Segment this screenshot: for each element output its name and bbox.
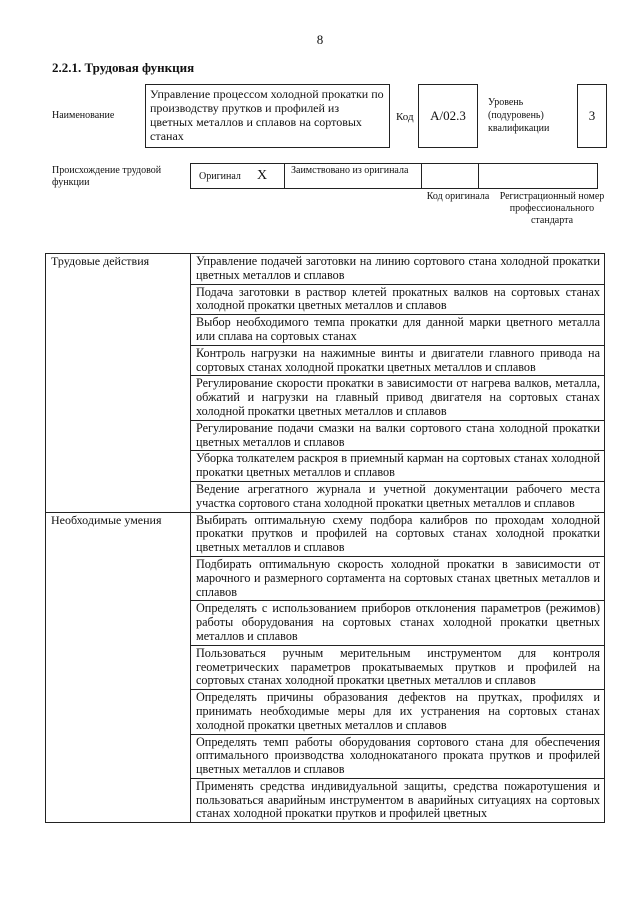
origin-borrowed-label: Заимствовано из оригинала — [291, 165, 409, 176]
code-value: А/02.3 — [430, 108, 466, 123]
origin-original-label: Оригинал — [199, 171, 241, 182]
table-cell-item: Применять средства индивидуальной защиты, средства пожаротушения и пользоваться аварийным инструментом в аварийных ситуациях на сортовых станах холодной прокатки прутков и профилей цветных — [191, 778, 605, 822]
section-header: Трудовые действия — [46, 254, 191, 513]
table-cell-item: Регулирование подачи смазки на валки сортового стана холодной прокатки цветных металлов и сплавов — [191, 420, 605, 451]
level-value: 3 — [588, 108, 596, 123]
table-cell-item: Выбирать оптимальную схему подбора калибров по проходам холодной прокатки прутков и профилей на сортовых станах холодной прокатки цветных металлов и сплавов — [191, 512, 605, 556]
name-label: Наименование — [52, 110, 115, 121]
caption-code: Код оригинала — [426, 191, 490, 202]
table-cell-item: Контроль нагрузки на нажимные винты и двигатели главного привода на сортовых станах холодной прокатки цветных металлов и сплавов — [191, 345, 605, 376]
table-cell-item: Подача заготовки в раствор клетей прокатных валков на сортовых станах холодной прокатки цветных металлов и сплавов — [191, 284, 605, 315]
main-table — [45, 253, 605, 823]
table-cell-item: Выбор необходимого темпа прокатки для данной марки цветного металла или сплава на сортовых станах — [191, 315, 605, 346]
table-cell-item: Подбирать оптимальную скорость холодной прокатки в зависимости от марочного и размерного сортамента на сортовых станах цветных металлов и сплавов — [191, 556, 605, 600]
table-cell-item: Определять с использованием приборов отклонения параметров (режимов) работы оборудования на сортовых станах холодной прокатки цветных металлов и сплавов — [191, 601, 605, 645]
code-label: Код — [396, 111, 414, 123]
table-row — [46, 254, 605, 285]
caption-reg: Регистрационный номер профессионального стандарта — [499, 191, 605, 226]
origin-label: Происхождение трудовой функции — [52, 165, 162, 188]
table-cell-item: Регулирование скорости прокатки в зависимости от нагрева валков, металла, обжатий и нагрузки на главный привод двигателя на сортовых станах холодной прокатки цветных металлов и сплавов — [191, 376, 605, 420]
section-title: 2.2.1. Трудовая функция — [52, 60, 195, 75]
table-row — [46, 512, 605, 556]
table-cell-item: Пользоваться ручным мерительным инструментом для контроля геометрических параметров прокатываемых прутков и профилей на сортовых станах холодной прокатки цветных металлов и сплавов — [191, 645, 605, 689]
origin-mark: X — [257, 168, 268, 183]
function-name-value: Управление процессом холодной прокатки по производству прутков и профилей из цветных металлов и сплавов на сортовых станах — [150, 87, 384, 143]
table-cell-item: Определять темп работы оборудования сортового стана для обеспечения оптимального производства холоднокатаного проката прутков и профилей цветных металлов и сплавов — [191, 734, 605, 778]
table-cell-item: Ведение агрегатного журнала и учетной документации рабочего места участка сортового стана холодной прокатки цветных металлов и сплавов — [191, 481, 605, 512]
table-cell-item: Уборка толкателем раскроя в приемный карман на сортовых станах холодной прокатки цветных металлов и сплавов — [191, 451, 605, 482]
table-cell-item: Определять причины образования дефектов на прутках, профилях и принимать необходимые меры для их устранения на сортовых станах холодной прокатки цветных металлов и сплавов — [191, 690, 605, 734]
section-header: Необходимые умения — [46, 512, 191, 823]
level-label: Уровень (подуровень) квалификации — [488, 97, 550, 134]
table-cell-item: Управление подачей заготовки на линию сортового стана холодной прокатки цветных металлов и сплавов — [191, 254, 605, 285]
page-number: 8 — [316, 32, 324, 47]
